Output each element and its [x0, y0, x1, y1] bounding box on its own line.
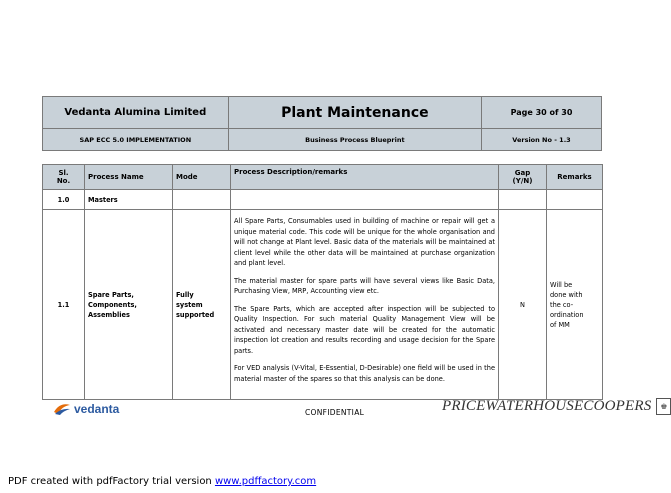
- description-paragraph: For VED analysis (V-Vital, E-Essential, D-Desirable) one field will be used in the material master of the spares so that this analysis can be done.: [234, 364, 495, 383]
- col-process-name: Process Name: [85, 165, 173, 190]
- vedanta-logo: [52, 402, 119, 416]
- pdf-note-text: PDF created with pdfFactory trial version: [8, 476, 215, 487]
- process-line: Spare Parts,: [88, 290, 134, 299]
- col-sl-no: [43, 165, 85, 190]
- document-title: Plant Maintenance: [228, 97, 481, 129]
- version-label: Version No - 1.3: [482, 129, 602, 151]
- col-sl-line1: Sl.: [58, 169, 69, 177]
- section-number: 1.0: [43, 190, 85, 210]
- pwc-logo-text: PRICEWATERHOUSECOOPERS: [442, 398, 652, 414]
- mode-line: Fully: [176, 290, 194, 299]
- remarks-line: done with: [550, 290, 583, 299]
- col-mode: Mode: [173, 165, 231, 190]
- mode-line: system: [176, 300, 203, 309]
- table-row: [43, 210, 603, 400]
- description-paragraph: The material master for spare parts will have several views like Basic Data, Purchasing View, MRP, Accounting view etc.: [234, 276, 495, 295]
- col-description: Process Description/remarks: [231, 165, 499, 190]
- row-remarks: [547, 210, 603, 400]
- col-gap-line2: (Y/N): [512, 177, 533, 185]
- description-paragraph: All Spare Parts, Consumables used in building of machine or repair will get a unique material code. This code will be unique for the whole organisation and will not change at Plant level. Basic data of the materials will be maintained at client level while the other data will be maintained at purchase organization and plant level.: [234, 217, 495, 267]
- col-remarks: Remarks: [547, 165, 603, 190]
- row-gap: N: [499, 210, 547, 400]
- pwc-emblem-icon: ♚: [656, 398, 671, 415]
- remarks-line: ordination: [550, 310, 584, 319]
- implementation-label: SAP ECC 5.0 IMPLEMENTATION: [43, 129, 229, 151]
- row-number: 1.1: [43, 210, 85, 400]
- remarks-line: the co-: [550, 300, 574, 309]
- col-gap: [499, 165, 547, 190]
- vedanta-logo-text: vedanta: [74, 402, 120, 416]
- process-line: Assemblies: [88, 310, 130, 319]
- row-mode: [173, 210, 231, 400]
- col-gap-line1: Gap: [514, 169, 531, 177]
- remarks-line: Will be: [550, 280, 573, 289]
- remarks-line: of MM: [550, 320, 570, 329]
- row-process-name: [85, 210, 173, 400]
- section-name: Masters: [85, 190, 173, 210]
- document-header: [42, 96, 602, 151]
- pwc-logo: [442, 398, 671, 415]
- pdffactory-link[interactable]: www.pdffactory.com: [214, 476, 317, 487]
- company-name: Vedanta Alumina Limited: [43, 97, 229, 129]
- process-table: [42, 164, 603, 400]
- vedanta-swirl-icon: [52, 402, 72, 416]
- row-description: [231, 210, 499, 400]
- pdf-trial-note: [8, 476, 316, 487]
- blueprint-label: Business Process Blueprint: [228, 129, 481, 151]
- page-number: Page 30 of 30: [482, 97, 602, 129]
- process-line: Components,: [88, 300, 137, 309]
- description-paragraph: The Spare Parts, which are accepted after inspection will be subjected to Quality Inspection. For such material Quality Management View will be activated and necessary master date will be created for the automatic inspection lot creation and results recording and usage decision for the Spare parts.: [234, 304, 495, 355]
- confidential-label: CONFIDENTIAL: [305, 408, 365, 417]
- col-sl-line2: No.: [56, 177, 71, 185]
- mode-line: supported: [176, 310, 215, 319]
